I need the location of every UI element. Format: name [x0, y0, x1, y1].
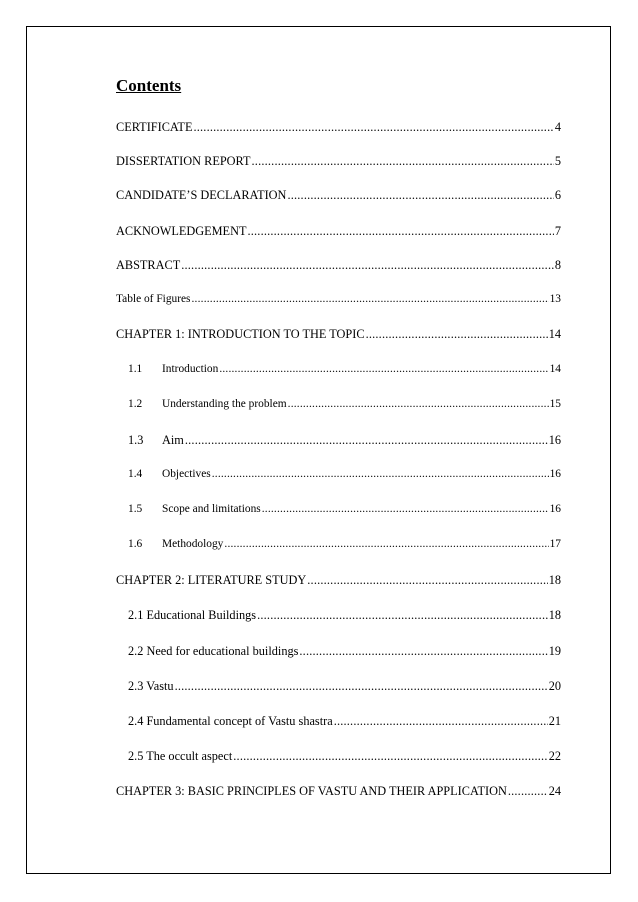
toc-entry-number: 1.4 — [128, 468, 143, 480]
toc-leader — [247, 225, 553, 237]
toc-entry[interactable] — [116, 645, 561, 657]
toc-entry-label: CHAPTER 3: BASIC PRINCIPLES OF VASTU AND THEIR APPLICATION — [116, 784, 507, 798]
toc-entry[interactable] — [116, 399, 561, 410]
toc-entry[interactable] — [116, 680, 561, 692]
toc-entry-label: Introduction — [162, 363, 219, 375]
toc-leader — [307, 574, 547, 586]
toc-leader — [508, 785, 548, 797]
toc-entry[interactable] — [116, 504, 561, 515]
toc-entry[interactable] — [116, 715, 561, 727]
toc-entry[interactable] — [116, 539, 561, 550]
toc-leader — [287, 189, 553, 201]
toc-leader — [175, 680, 548, 692]
toc-leader — [219, 364, 548, 375]
toc-entry-label: 2.1 Educational Buildings — [128, 608, 257, 622]
toc-leader — [181, 259, 554, 271]
toc-leader — [257, 609, 548, 621]
toc-entry-page: 13 — [549, 293, 561, 305]
toc-entry-number: 1.6 — [128, 538, 143, 550]
page-title: Contents — [116, 76, 182, 95]
toc-entry-label: 2.2 Need for educational buildings — [128, 644, 299, 658]
toc-entry[interactable] — [116, 121, 561, 133]
toc-leader — [233, 750, 547, 762]
toc-entry-page: 19 — [548, 644, 561, 658]
toc-entry-label: Methodology — [162, 538, 224, 550]
toc-entry-page: 14 — [548, 327, 561, 341]
toc-entry-label: 2.3 Vastu — [128, 679, 174, 693]
toc-entry-label: 2.5 The occult aspect — [128, 749, 233, 763]
toc-entry[interactable] — [116, 294, 561, 305]
toc-entry[interactable] — [116, 434, 561, 446]
toc-entry-label: ABSTRACT — [116, 258, 181, 272]
toc-entry-label: Scope and limitations — [162, 503, 261, 515]
toc-entry-label: CERTIFICATE — [116, 120, 193, 134]
toc-entry-number: 1.1 — [128, 363, 143, 375]
toc-leader — [193, 121, 553, 133]
toc-leader — [192, 294, 549, 305]
toc-entry-page: 18 — [548, 608, 561, 622]
toc-entry-page: 8 — [554, 258, 561, 272]
toc-entry-page: 5 — [554, 154, 561, 168]
toc-entry[interactable] — [116, 225, 561, 237]
toc-entry-label: CHAPTER 1: INTRODUCTION TO THE TOPIC — [116, 327, 365, 341]
toc-leader — [366, 328, 548, 340]
toc-entry[interactable] — [116, 750, 561, 762]
toc-entry[interactable] — [116, 189, 561, 201]
toc-entry-page: 7 — [554, 224, 561, 238]
toc-entry-number: 1.2 — [128, 398, 143, 410]
toc-entry-page: 22 — [548, 749, 561, 763]
toc-leader — [299, 645, 547, 657]
toc-entry-page: 6 — [554, 188, 561, 202]
toc-entry-label: DISSERTATION REPORT — [116, 154, 251, 168]
toc-entry[interactable] — [116, 328, 561, 340]
toc-leader — [252, 155, 554, 167]
toc-leader — [262, 504, 549, 515]
toc-entry-page: 14 — [549, 363, 561, 375]
toc-leader — [212, 469, 549, 480]
toc-entry-page: 18 — [548, 573, 561, 587]
toc-entry-number: 1.3 — [128, 433, 144, 447]
toc-entry[interactable] — [116, 155, 561, 167]
toc-entry-label: Understanding the problem — [162, 398, 287, 410]
toc-entry[interactable] — [116, 364, 561, 375]
toc-entry-label: Table of Figures — [116, 293, 191, 305]
toc-entry[interactable] — [116, 259, 561, 271]
toc-entry-page: 16 — [548, 433, 561, 447]
toc-entry-number: 1.5 — [128, 503, 143, 515]
toc-entry-label: Aim — [162, 433, 184, 447]
toc-entry-label: ACKNOWLEDGEMENT — [116, 224, 247, 238]
toc-entry-page: 21 — [548, 714, 561, 728]
toc-entry[interactable] — [116, 469, 561, 480]
page-border — [26, 26, 611, 874]
toc-entry-label: 2.4 Fundamental concept of Vastu shastra — [128, 714, 333, 728]
toc-entry-page: 17 — [549, 538, 561, 550]
toc-entry[interactable] — [116, 785, 561, 797]
toc-entry[interactable] — [116, 609, 561, 621]
toc-leader — [185, 434, 548, 446]
toc-entry-page: 16 — [549, 503, 561, 515]
toc-leader — [334, 715, 548, 727]
toc-entry-page: 15 — [549, 398, 561, 410]
toc-entry-page: 20 — [548, 679, 561, 693]
toc-entry-page: 16 — [549, 468, 561, 480]
toc-entry-label: CANDIDATE’S DECLARATION — [116, 188, 287, 202]
toc-leader — [288, 399, 549, 410]
toc-entry-page: 24 — [548, 784, 561, 798]
toc-entry-page: 4 — [554, 120, 561, 134]
toc-entry-label: CHAPTER 2: LITERATURE STUDY — [116, 573, 307, 587]
toc-entry[interactable] — [116, 574, 561, 586]
toc-leader — [224, 539, 548, 550]
toc-entry-label: Objectives — [162, 468, 211, 480]
